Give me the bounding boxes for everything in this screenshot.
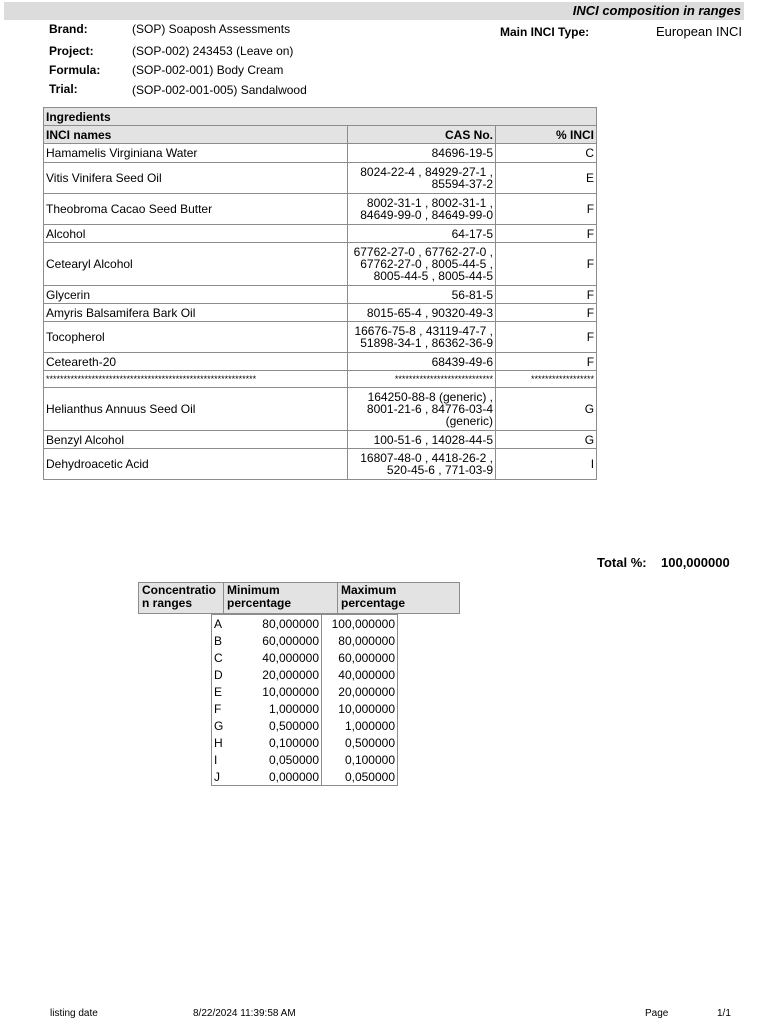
ingredient-cas: 8024-22-4 , 84929-27-1 , 85594-37-2: [348, 163, 496, 194]
ingredient-cas: 56-81-5: [348, 286, 496, 304]
listing-date-value: 8/22/2024 11:39:58 AM: [193, 1008, 296, 1019]
separator-stars: ******************: [496, 371, 597, 388]
range-code: B: [214, 633, 223, 648]
document-title: INCI composition in ranges: [572, 3, 741, 18]
table-row: [44, 243, 597, 286]
ingredient-range: F: [496, 322, 597, 353]
ingredient-cas: 164250-88-8 (generic) , 8001-21-6 , 84776-03-4 (generic): [348, 388, 496, 431]
ingredient-name: Ceteareth-20: [44, 353, 348, 371]
ingredients-section-title: Ingredients: [44, 108, 597, 126]
table-row: [44, 144, 597, 163]
range-row: [212, 768, 398, 786]
range-min: 0,000000: [268, 769, 319, 784]
ingredient-cas: 8015-65-4 , 90320-49-3: [348, 304, 496, 322]
range-max: 20,000000: [322, 683, 398, 700]
ingredient-cas: 67762-27-0 , 67762-27-0 , 67762-27-0 , 8005-44-5 , 8005-44-5 , 8005-44-5: [348, 243, 496, 286]
trial-label: Trial:: [49, 82, 78, 96]
range-row: [212, 649, 398, 666]
range-max: 80,000000: [322, 632, 398, 649]
range-code: J: [214, 769, 220, 784]
ingredient-name: Cetearyl Alcohol: [44, 243, 348, 286]
range-row: [212, 700, 398, 717]
range-min: 1,000000: [268, 701, 319, 716]
table-row: [44, 322, 597, 353]
table-row: [44, 286, 597, 304]
range-row: [212, 717, 398, 734]
ingredient-cas: 16807-48-0 , 4418-26-2 , 520-45-6 , 771-03-9: [348, 449, 496, 480]
range-min: 0,100000: [268, 735, 319, 750]
formula-label: Formula:: [49, 63, 101, 77]
separator-stars: ************************************************************: [44, 371, 348, 388]
range-code: A: [214, 616, 223, 631]
ingredient-range: E: [496, 163, 597, 194]
range-min: 0,050000: [268, 752, 319, 767]
range-min: 40,000000: [262, 650, 319, 665]
range-max: 1,000000: [322, 717, 398, 734]
ingredient-range: F: [496, 304, 597, 322]
table-row: [44, 194, 597, 225]
table-row: [44, 449, 597, 480]
range-row: [212, 751, 398, 768]
col-inci-names: INCI names: [44, 126, 348, 144]
main-inci-type-label: Main INCI Type:: [500, 25, 590, 39]
table-row: [44, 388, 597, 431]
ingredients-table: [43, 107, 597, 480]
ingredient-cas: 100-51-6 , 14028-44-5: [348, 431, 496, 449]
range-max: 0,500000: [322, 734, 398, 751]
range-row: [212, 615, 398, 633]
listing-date-label: listing date: [50, 1008, 98, 1019]
ingredient-name: Alcohol: [44, 225, 348, 243]
range-code: I: [214, 752, 218, 767]
range-min: 10,000000: [262, 684, 319, 699]
ingredient-range: F: [496, 243, 597, 286]
ingredient-range: F: [496, 194, 597, 225]
ingredient-range: F: [496, 225, 597, 243]
ingredient-name: Amyris Balsamifera Bark Oil: [44, 304, 348, 322]
ingredient-range: I: [496, 449, 597, 480]
page-number: 1/1: [717, 1008, 731, 1019]
range-code: D: [214, 667, 223, 682]
formula-value: (SOP-002-001) Body Cream: [132, 63, 284, 77]
separator-stars: ****************************: [348, 371, 496, 388]
table-row: [44, 304, 597, 322]
table-row: [44, 163, 597, 194]
range-code: H: [214, 735, 223, 750]
range-min: 60,000000: [262, 633, 319, 648]
brand-label: Brand:: [49, 22, 88, 36]
range-row: [212, 632, 398, 649]
total-value: 100,000000: [661, 555, 730, 570]
range-code: F: [214, 701, 222, 716]
ingredient-cas: 16676-75-8 , 43119-47-7 , 51898-34-1 , 86362-36-9: [348, 322, 496, 353]
brand-value: (SOP) Soaposh Assessments: [132, 22, 291, 36]
ranges-header: [138, 582, 460, 614]
ranges-table: [211, 614, 398, 786]
ingredient-name: Hamamelis Virginiana Water: [44, 144, 348, 163]
title-bar: [4, 2, 744, 20]
ingredient-range: F: [496, 353, 597, 371]
separator-row: [44, 371, 597, 388]
project-value: (SOP-002) 243453 (Leave on): [132, 44, 294, 58]
ingredient-cas: 8002-31-1 , 8002-31-1 , 84649-99-0 , 84649-99-0: [348, 194, 496, 225]
ingredient-name: Glycerin: [44, 286, 348, 304]
table-row: [44, 225, 597, 243]
ingredient-name: Vitis Vinifera Seed Oil: [44, 163, 348, 194]
ingredient-cas: 68439-49-6: [348, 353, 496, 371]
ingredient-name: Helianthus Annuus Seed Oil: [44, 388, 348, 431]
page-label: Page: [645, 1008, 669, 1019]
ingredient-cas: 84696-19-5: [348, 144, 496, 163]
range-code: E: [214, 684, 223, 699]
trial-value: (SOP-002-001-005) Sandalwood: [132, 83, 307, 97]
range-max: 0,100000: [322, 751, 398, 768]
main-inci-type-value: European INCI: [656, 24, 742, 39]
range-row: [212, 666, 398, 683]
range-min: 20,000000: [262, 667, 319, 682]
ingredient-name: Dehydroacetic Acid: [44, 449, 348, 480]
range-max: 0,050000: [322, 768, 398, 786]
range-max: 40,000000: [322, 666, 398, 683]
ingredient-name: Benzyl Alcohol: [44, 431, 348, 449]
ingredient-range: C: [496, 144, 597, 163]
range-min: 80,000000: [262, 616, 319, 631]
range-max: 60,000000: [322, 649, 398, 666]
project-label: Project:: [49, 44, 94, 58]
col-cas-no: CAS No.: [348, 126, 496, 144]
range-code: G: [214, 718, 224, 733]
table-row: [44, 431, 597, 449]
total-label: Total %:: [597, 555, 647, 570]
col-concentration-ranges: Concentratio n ranges: [139, 583, 224, 614]
ingredient-name: Tocopherol: [44, 322, 348, 353]
table-row: [44, 353, 597, 371]
range-code: C: [214, 650, 223, 665]
range-min: 0,500000: [268, 718, 319, 733]
range-max: 10,000000: [322, 700, 398, 717]
ingredient-range: G: [496, 388, 597, 431]
range-row: [212, 734, 398, 751]
col-pct-inci: % INCI: [496, 126, 597, 144]
col-maximum-percentage: Maximum percentage: [338, 583, 460, 614]
ingredient-cas: 64-17-5: [348, 225, 496, 243]
range-max: 100,000000: [322, 615, 398, 633]
col-minimum-percentage: Minimum percentage: [224, 583, 338, 614]
ingredient-range: F: [496, 286, 597, 304]
ingredient-range: G: [496, 431, 597, 449]
range-row: [212, 683, 398, 700]
ingredient-name: Theobroma Cacao Seed Butter: [44, 194, 348, 225]
